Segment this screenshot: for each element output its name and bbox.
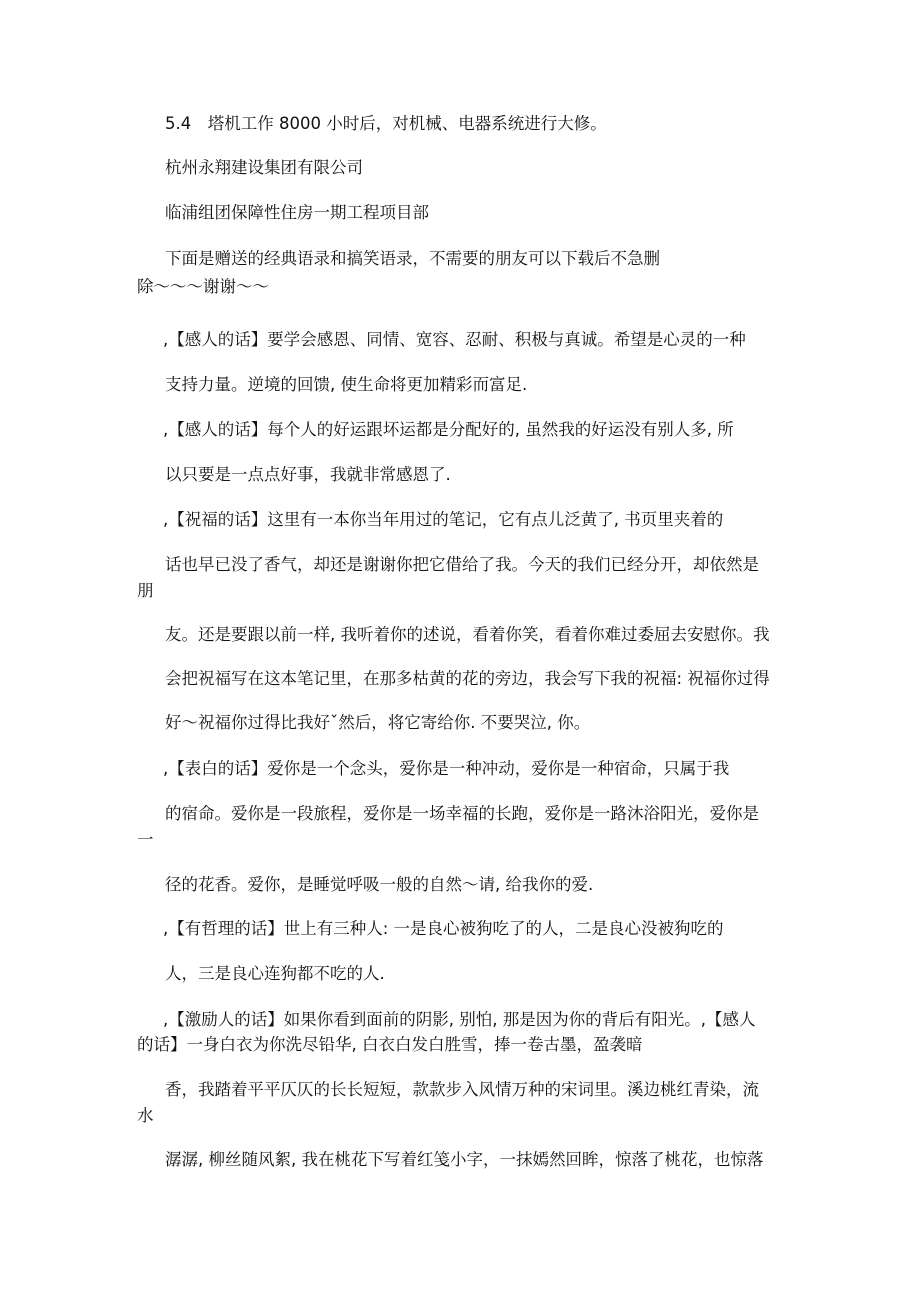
quote-line: ,【感人的话】要学会感恩、同情、宽容、忍耐、积极与真诚。希望是心灵的一种 [163,330,746,349]
quote-line: ,【表白的话】爱你是一个念头，爱你是一种冲动，爱你是一种宿命，只属于我 [163,759,730,778]
section-5-4-line: 5.4 塔机工作 8000 小时后，对机械、电器系统进行大修。 [165,114,607,133]
quote-line: 的话】一身白衣为你洗尽铅华, 白衣白发白胜雪，捧一卷古墨，盈袭暗 [137,1035,643,1054]
quote-line: 一 [137,830,154,849]
quote-line: 以只要是一点点好事，我就非常感恩了. [165,465,451,484]
quote-line: 潺潺, 柳丝随风絮, 我在桃花下写着红笺小字，一抹嫣然回眸，惊落了桃花，也惊落 [165,1150,764,1169]
quote-line: 的宿命。爱你是一段旅程，爱你是一场幸福的长跑，爱你是一路沐浴阳光，爱你是 [165,804,759,823]
company-name: 杭州永翔建设集团有限公司 [165,158,363,177]
quote-line: 径的花香。爱你，是睡觉呼吸一般的自然～请, 给我你的爱. [165,875,594,894]
quote-line: ,【祝福的话】这里有一本你当年用过的笔记，它有点儿泛黄了, 书页里夹着的 [163,510,724,529]
quote-line: 支持力量。逆境的回馈, 使生命将更加精彩而富足. [165,375,528,394]
project-department: 临浦组团保障性住房一期工程项目部 [165,203,429,222]
quote-line: 话也早已没了香气，却还是谢谢你把它借给了我。今天的我们已经分开，却依然是 [165,555,759,574]
quote-line: ,【感人的话】每个人的好运跟坏运都是分配好的, 虽然我的好运没有别人多, 所 [163,420,734,439]
quote-line: ,【有哲理的话】世上有三种人: 一是良心被狗吃了的人，二是良心没被狗吃的 [163,919,724,938]
quote-line: 好～祝福你过得比我好ˇ然后，将它寄给你. 不要哭泣, 你。 [165,713,591,732]
quote-line: 朋 [137,581,154,600]
quote-line: 人，三是良心连狗都不吃的人. [165,964,385,983]
intro-line: 除～～～谢谢～～ [137,277,269,296]
quote-line: 香，我踏着平平仄仄的长长短短，款款步入风情万种的宋词里。溪边桃红青染，流 [165,1080,759,1099]
quote-line: 水 [137,1106,154,1125]
intro-line: 下面是赠送的经典语录和搞笑语录，不需要的朋友可以下载后不急删 [165,249,660,268]
quote-line: 会把祝福写在这本笔记里，在那多枯黄的花的旁边，我会写下我的祝福: 祝福你过得 [165,669,770,688]
quote-line: 友。还是要跟以前一样, 我听着你的述说，看着你笑，看着你难过委屈去安慰你。我 [165,625,770,644]
quote-line: ,【激励人的话】如果你看到面前的阴影, 别怕, 那是因为你的背后有阳光。,【感人 [163,1010,756,1029]
